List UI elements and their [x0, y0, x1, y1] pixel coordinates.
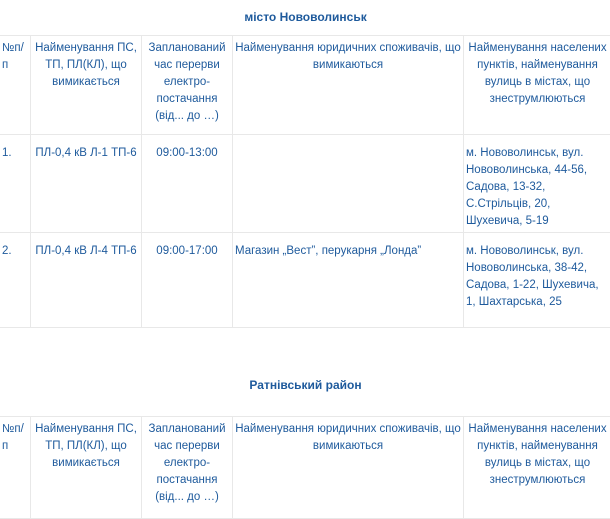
- col-header-time: Запланований час перерви електро-постачання (від... до …): [142, 36, 233, 135]
- row-time: 09:00-13:00: [142, 135, 233, 233]
- col-header-streets: Найменування населених пунктів, найменування вулиць в містах, що знеструмлюються: [464, 417, 610, 519]
- column-header-row: [0, 36, 610, 135]
- table-row: [0, 233, 610, 328]
- row-line: ПЛ-0,4 кВ Л-1 ТП-6: [31, 135, 142, 233]
- col-header-consumers: Найменування юридичних споживачів, що вимикаються: [233, 36, 464, 135]
- row-consumers: [233, 135, 464, 233]
- row-number: 1.: [0, 135, 31, 233]
- section-title: Ратнівський район: [0, 328, 610, 417]
- row-time: 09:00-17:00: [142, 233, 233, 328]
- row-line: ПЛ-0,4 кВ Л-4 ТП-6: [31, 233, 142, 328]
- col-header-number: №п/п: [0, 417, 31, 519]
- col-header-line: Найменування ПС, ТП, ПЛ(КЛ), що вимикається: [31, 36, 142, 135]
- row-number: 2.: [0, 233, 31, 328]
- col-header-streets: Найменування населених пунктів, найменування вулиць в містах, що знеструмлюються: [464, 36, 610, 135]
- col-header-line: Найменування ПС, ТП, ПЛ(КЛ), що вимикається: [31, 417, 142, 519]
- col-header-number: №п/п: [0, 36, 31, 135]
- section-header-novovolynsk: [0, 0, 610, 36]
- column-header-row: [0, 417, 610, 519]
- col-header-time: Запланований час перерви електро-постачання (від... до …): [142, 417, 233, 519]
- row-streets: м. Нововолинськ, вул. Нововолинська, 44-56, Садова, 13-32, С.Стрільців, 20, Шухевича, 5-19: [464, 135, 610, 233]
- row-streets: м. Нововолинськ, вул. Нововолинська, 38-42, Садова, 1-22, Шухевича, 1, Шахтарська, 25: [464, 233, 610, 328]
- section-header-ratnivskyi: [0, 328, 610, 417]
- table-row: [0, 135, 610, 233]
- col-header-consumers: Найменування юридичних споживачів, що вимикаються: [233, 417, 464, 519]
- section-title: місто Нововолинськ: [0, 0, 610, 36]
- row-consumers: Магазин „Вест”, перукарня „Лонда”: [233, 233, 464, 328]
